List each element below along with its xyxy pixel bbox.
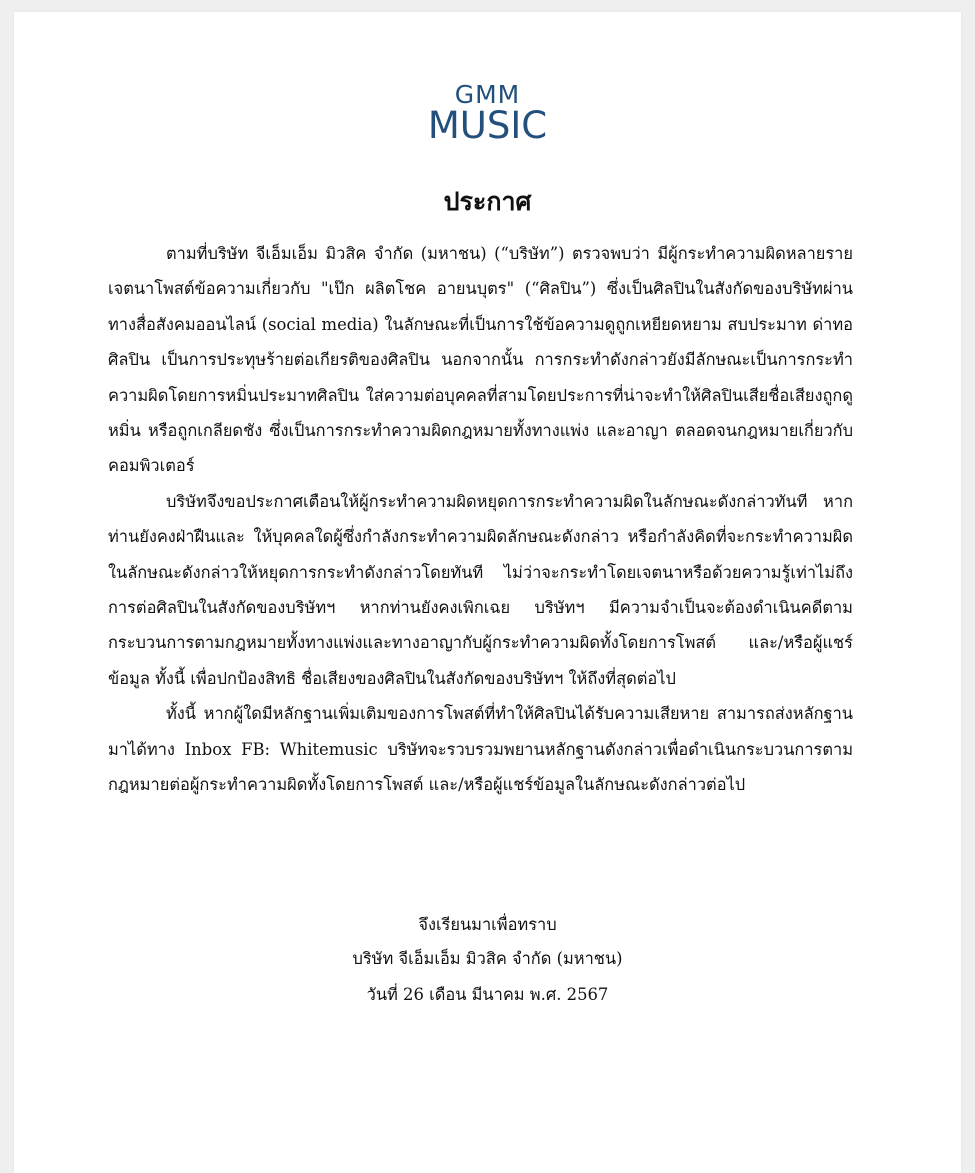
document-page — [14, 12, 961, 1173]
announcement-title: ประกาศ — [443, 187, 532, 216]
paragraph-2: บริษัทจึงขอประกาศเตือนให้ผู้กระทำความผิดหยุดการกระทำความผิดในลักษณะดังกล่าวทันที หากท่านยังคงฝ่าฝืนและ ให้บุคคลใดผู้ซึ่งกำลังกระทำความผิดลักษณะดังกล่าว หรือกำลังคิดที่จะกระทำความผิดในลักษณะดังกล่าวให้หยุดการกระทำดังกล่าวโดยทันที ไม่ว่าจะกระทำโดยเจตนาหรือด้วยความรู้เท่าไม่ถึงการต่อศิลปินในสังกัดของบริษัทฯ หากท่านยังคงเพิกเฉย บริษัทฯ มีความจำเป็นจะต้องดำเนินคดีตามกระบวนการตามกฎหมายทั้งทางแพ่งและทางอาญากับผู้กระทำความผิดทั้งโดยการโพสต์ และ/หรือผู้แชร์ข้อมูล ทั้งนี้ เพื่อปกป้องสิทธิ ชื่อเสียงของศิลปินในสังกัดของบริษัทฯ ให้ถึงที่สุดต่อไป — [108, 491, 853, 688]
paragraph-3: ทั้งนี้ หากผู้ใดมีหลักฐานเพิ่มเติมของการโพสต์ที่ทำให้ศิลปินได้รับความเสียหาย สามารถส่งหลักฐานมาได้ทาง Inbox FB: Whitemusic บริษัทจะรวบรวมพยานหลักฐานดังกล่าวเพื่อดำเนินกระบวนการตามกฎหมายต่อผู้กระทำความผิดทั้งโดยการโพสต์ และ/หรือผู้แชร์ข้อมูลในลักษณะดังกล่าวต่อไป — [108, 704, 853, 795]
announcement-body — [108, 236, 853, 803]
paragraph-1: ตามที่บริษัท จีเอ็มเอ็ม มิวสิค จำกัด (มหาชน) (“บริษัท”) ตรวจพบว่า มีผู้กระทำความผิดหลายรายเจตนาโพสต์ข้อความเกี่ยวกับ "เป๊ก ผลิตโชค อายนบุตร" (“ศิลปิน”) ซึ่งเป็นศิลปินในสังกัดของบริษัทผ่านทางสื่อสังคมออนไลน์ (social media) ในลักษณะที่เป็นการใช้ข้อความดูถูกเหยียดหยาม สบประมาท ด่าทอศิลปิน เป็นการประทุษร้ายต่อเกียรติของศิลปิน นอกจากนั้น การกระทำดังกล่าวยังมีลักษณะเป็นการกระทำความผิดโดยการหมิ่นประมาทศิลปิน ใส่ความต่อบุคคลที่สามโดยประการที่น่าจะทำให้ศิลปินเสียชื่อเสียงถูกดูหมิ่น หรือถูกเกลียดชัง ซึ่งเป็นการกระทำความผิดกฎหมายทั้งทางแพ่ง และอาญา ตลอดจนกฎหมายเกี่ยวกับคอมพิวเตอร์ — [108, 244, 853, 476]
gmm-logo-bottom: MUSIC — [427, 104, 548, 147]
gmm-logo-top: GMM — [454, 80, 521, 109]
company-name: บริษัท จีเอ็มเอ็ม มิวสิค จำกัด (มหาชน) — [352, 949, 623, 968]
announcement-date: วันที่ 26 เดือน มีนาคม พ.ศ. 2567 — [366, 985, 609, 1004]
closing-line: จึงเรียนมาเพื่อทราบ — [418, 915, 557, 934]
